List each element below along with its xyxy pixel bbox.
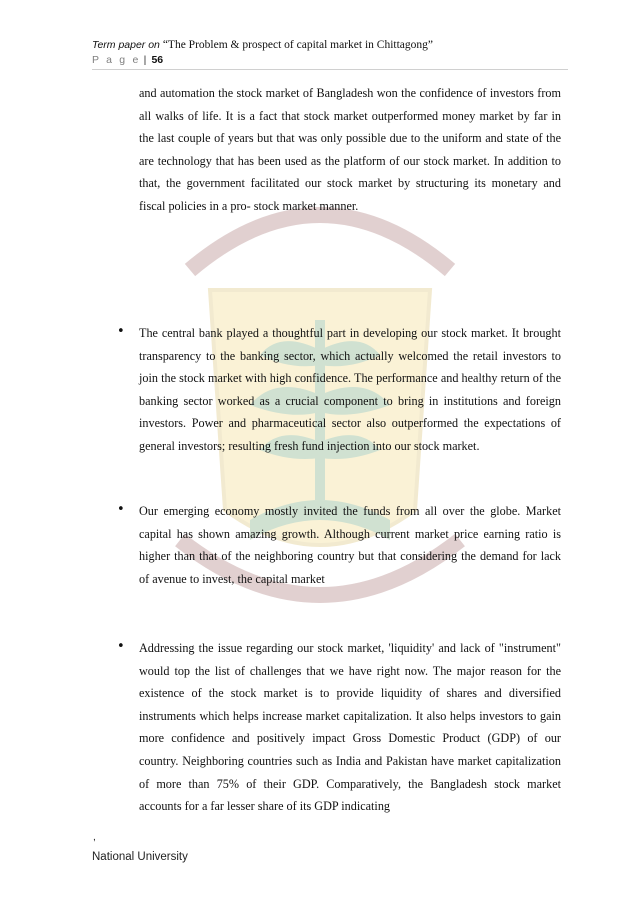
bullet-liquidity: Addressing the issue regarding our stock market, 'liquidity' and lack of "instrument" would top the list of challenges that we have right now. The major reason for the existence of the stock market is to provide liquidity of shares and diversified instruments which helps increase market capitalization. It also helps investors to gain more confidence and positively impact Gross Domestic Product (GDP) of our country. Neighboring countries such as India and Pakistan have market capitalization of more than 75% of their GDP. Comparatively, the Bangladesh stock market accounts for a far lesser share of its GDP indicating [139,641,561,814]
bullet-marker: • [117,639,125,654]
page-number-line [92,54,572,66]
intro-paragraph: and automation the stock market of Bangladesh won the confidence of investors from all walks of life. It is a fact that stock market outperformed money market by far in the last couple of years but that was only possible due to the uniform and state of the are technology that has been used as the platform of our stock market. In addition to that, the government facilitated our stock market by structuring its monetary and fiscal policies in a pro- stock market manner. [139,86,561,213]
page-number: 56 [151,54,164,66]
page-label: P a g e [92,54,141,66]
footer-institution: National University [92,851,188,863]
bullet-emerging-economy: Our emerging economy mostly invited the funds from all over the globe. Market capital has shown amazing growth. Although current market price earning ratio is higher than that of the neighboring country but that considering the demand for lack of avenue to invest, the capital market [139,504,561,586]
header-divider [92,69,568,70]
header-prefix: Term paper on [92,39,163,51]
header-title [92,38,572,52]
page-separator: | [143,54,147,66]
header-paper-title: “The Problem & prospect of capital market in Chittagong” [162,39,433,51]
page-header [92,38,572,66]
bullet-marker: • [117,324,125,339]
bullet-central-bank: The central bank played a thoughtful part in developing our stock market. It brought transparency to the banking sector, which actually welcomed the retail investors to join the stock market with high confidence. The performance and healthy return of the banking sector worked as a crucial component to bring in institutions and foreign investors. Power and pharmaceutical sector also outperformed the expectations of general investors; resulting fresh fund injection into our stock market. [139,326,561,453]
footer-mark: , [93,832,96,843]
bullet-marker: • [117,502,125,517]
